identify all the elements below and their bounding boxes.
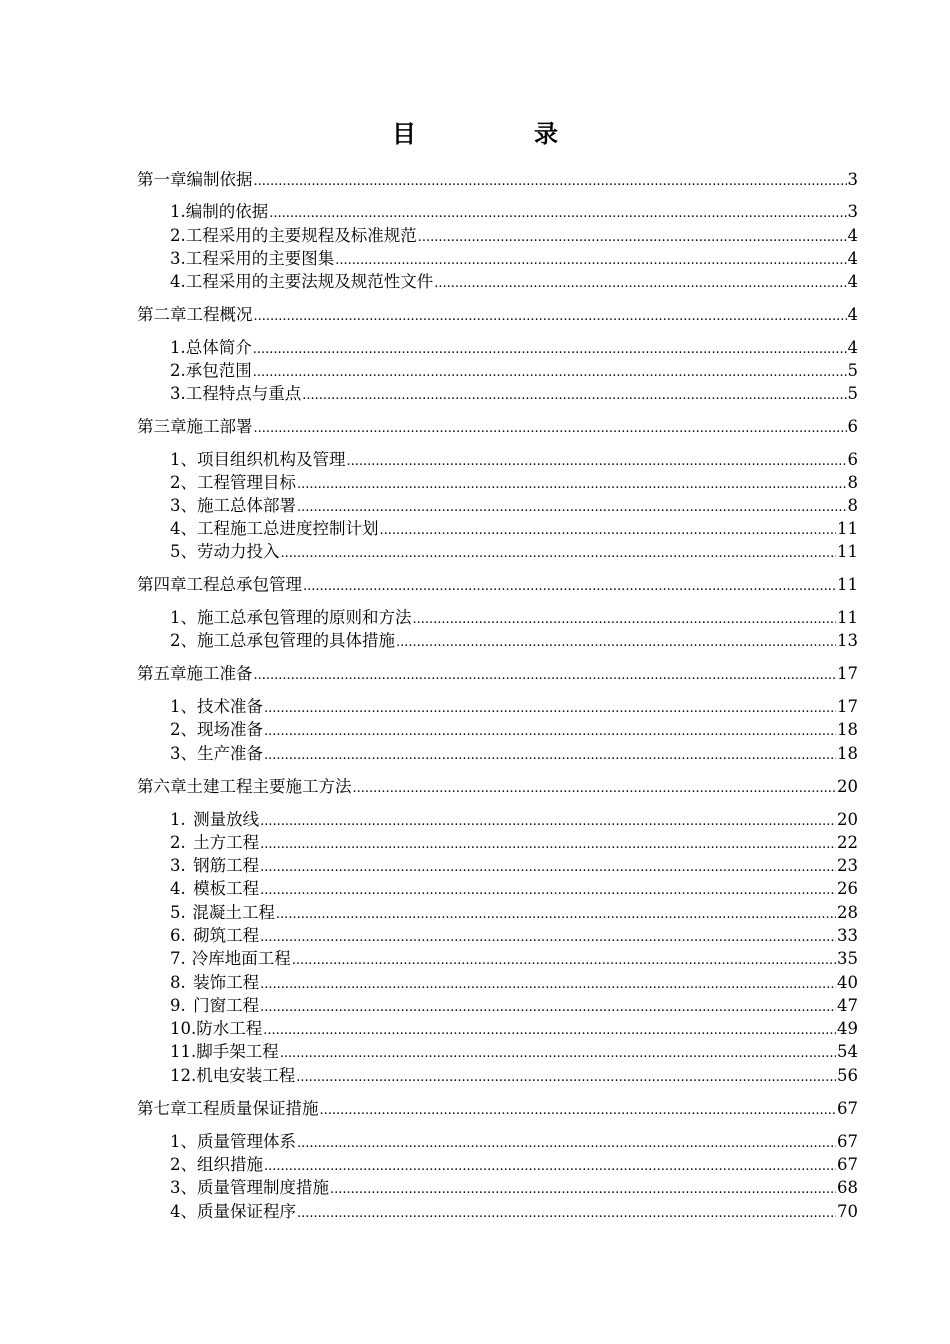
toc-section-entry[interactable] <box>170 901 858 925</box>
toc-page-number: 6 <box>847 417 858 436</box>
toc-page-number: 67 <box>837 1099 858 1118</box>
toc-dot-leader <box>281 542 837 566</box>
toc-entry-label: 承包范围 <box>185 361 252 380</box>
toc-dot-leader <box>434 272 846 296</box>
toc-entry-number: 1. <box>170 810 186 829</box>
toc-page-number: 40 <box>837 973 858 992</box>
toc-section-entry[interactable] <box>170 494 858 518</box>
toc-page-number: 4 <box>847 338 858 357</box>
toc-dot-leader <box>254 305 847 329</box>
toc-page-number: 4 <box>847 249 858 268</box>
toc-entry-label: 施工部署 <box>186 417 253 436</box>
toc-page-number: 13 <box>837 631 858 650</box>
toc-entry-label: 生产准备 <box>197 744 263 763</box>
toc-section-entry[interactable] <box>170 270 858 294</box>
toc-section-entry[interactable] <box>170 382 858 406</box>
toc-entry-number: 4. <box>170 879 186 898</box>
toc-entry-label: 组织措施 <box>197 1155 263 1174</box>
toc-page-number: 11 <box>837 608 858 627</box>
toc-entry-label: 土建工程主要施工方法 <box>186 777 352 796</box>
toc-page-number: 18 <box>837 720 858 739</box>
toc-entry-number: 第七章 <box>137 1099 187 1118</box>
toc-entry-number: 4、 <box>170 1202 197 1221</box>
toc-entry-label: 工程采用的主要规程及标准规范 <box>185 226 417 245</box>
toc-section-entry[interactable] <box>170 1017 858 1041</box>
toc-entry-label: 门窗工程 <box>193 996 260 1015</box>
toc-entry-label: 技术准备 <box>197 697 263 716</box>
toc-entry-label: 施工准备 <box>186 664 253 683</box>
toc-section-entry[interactable] <box>170 877 858 901</box>
toc-entry-number: 1、 <box>170 450 197 469</box>
toc-section-entry[interactable] <box>170 1130 858 1154</box>
toc-section-entry[interactable] <box>170 742 858 766</box>
toc-dot-leader <box>280 1042 836 1066</box>
toc-chapter-entry[interactable] <box>137 168 858 192</box>
toc-entry-label: 装饰工程 <box>193 973 260 992</box>
toc-entry-label: 防水工程 <box>196 1019 263 1038</box>
toc-page-number: 70 <box>837 1202 858 1221</box>
toc-page-number: 22 <box>837 833 858 852</box>
toc-entry-number: 8. <box>170 973 186 992</box>
toc-page-number: 4 <box>847 226 858 245</box>
toc-page-number: 56 <box>837 1066 858 1085</box>
toc-entry-number: 5. <box>170 903 186 922</box>
toc-entry-number: 7. <box>170 949 186 968</box>
toc-entry-label: 模板工程 <box>193 879 260 898</box>
toc-page-number: 67 <box>837 1155 858 1174</box>
toc-dot-leader <box>396 631 836 655</box>
toc-entry-label: 工程施工总进度控制计划 <box>197 519 379 538</box>
toc-page-number: 33 <box>837 926 858 945</box>
toc-page-number: 11 <box>837 542 858 561</box>
toc-section-entry[interactable] <box>170 471 858 495</box>
toc-chapter-entry[interactable] <box>137 573 858 597</box>
toc-page-number: 3 <box>847 202 858 221</box>
toc-page-number: 26 <box>837 879 858 898</box>
toc-page-number: 11 <box>837 519 858 538</box>
toc-entry-label: 现场准备 <box>197 720 263 739</box>
toc-section-entry[interactable] <box>170 1040 858 1064</box>
toc-page-number: 17 <box>837 664 858 683</box>
toc-page-number: 4 <box>847 272 858 291</box>
toc-dot-leader <box>296 1066 836 1090</box>
toc-dot-leader <box>330 1178 836 1202</box>
toc-page-number: 8 <box>847 496 858 515</box>
toc-entry-number: 4. <box>170 272 186 291</box>
toc-entry-label: 质量管理体系 <box>197 1132 296 1151</box>
toc-entry-number: 2、 <box>170 473 197 492</box>
toc-entry-label: 施工总承包管理的具体措施 <box>197 631 395 650</box>
toc-entry-number: 第四章 <box>137 575 187 594</box>
toc-dot-leader <box>297 1202 836 1226</box>
toc-entry-number: 6. <box>170 926 186 945</box>
toc-dot-leader <box>320 1099 837 1123</box>
toc-entry-number: 2、 <box>170 631 197 650</box>
toc-section-entry[interactable] <box>170 606 858 630</box>
toc-entry-number: 3、 <box>170 496 197 515</box>
toc-entry-number: 3. <box>170 856 186 875</box>
toc-entry-label: 工程特点与重点 <box>185 384 302 403</box>
toc-section-entry[interactable] <box>170 1200 858 1224</box>
toc-page-number: 35 <box>837 949 858 968</box>
toc-entry-number: 5、 <box>170 542 197 561</box>
toc-entry-label: 编制依据 <box>186 170 253 189</box>
toc-dot-leader <box>353 777 837 801</box>
toc-section-entry[interactable] <box>170 695 858 719</box>
toc-section-entry[interactable] <box>170 517 858 541</box>
toc-page-number: 3 <box>847 170 858 189</box>
toc-chapter-entry[interactable] <box>137 415 858 439</box>
toc-section-entry[interactable] <box>170 831 858 855</box>
toc-dot-leader <box>269 202 846 226</box>
toc-entry-label: 机电安装工程 <box>196 1066 296 1085</box>
toc-entry-label: 工程概况 <box>186 305 253 324</box>
toc-section-entry[interactable] <box>170 971 858 995</box>
toc-entry-label: 施工总承包管理的原则和方法 <box>197 608 412 627</box>
toc-entry-number: 1、 <box>170 1132 197 1151</box>
toc-dot-leader <box>254 417 847 441</box>
toc-entry-label: 质量管理制度措施 <box>197 1178 329 1197</box>
toc-dot-leader <box>264 744 836 768</box>
toc-dot-leader <box>260 879 836 903</box>
toc-page-number: 28 <box>837 903 858 922</box>
toc-entry-number: 2. <box>170 361 186 380</box>
toc-entry-number: 1、 <box>170 697 197 716</box>
toc-section-entry[interactable] <box>170 336 858 360</box>
toc-section-entry[interactable] <box>170 1176 858 1200</box>
toc-section-entry[interactable] <box>170 629 858 653</box>
toc-page-number: 5 <box>847 361 858 380</box>
toc-entry-label: 工程质量保证措施 <box>186 1099 319 1118</box>
toc-dot-leader <box>303 575 836 599</box>
toc-section-entry[interactable] <box>170 1064 858 1088</box>
toc-section-entry[interactable] <box>170 924 858 948</box>
toc-entry-label: 脚手架工程 <box>196 1042 279 1061</box>
toc-entry-label: 编制的依据 <box>185 202 269 221</box>
toc-dot-leader <box>254 664 837 688</box>
toc-section-entry[interactable] <box>170 1153 858 1177</box>
toc-dot-leader <box>264 720 836 744</box>
toc-dot-leader <box>254 170 847 194</box>
title-char-left: 目 <box>392 120 416 148</box>
toc-section-entry[interactable] <box>170 359 858 383</box>
toc-entry-label: 质量保证程序 <box>197 1202 296 1221</box>
toc-entry-label: 工程采用的主要图集 <box>185 249 335 268</box>
toc-entry-label: 施工总体部署 <box>197 496 296 515</box>
page-title <box>0 114 950 149</box>
toc-page-number: 67 <box>837 1132 858 1151</box>
toc-page-number: 18 <box>837 744 858 763</box>
toc-entry-label: 劳动力投入 <box>197 542 280 561</box>
toc-entry-label: 工程采用的主要法规及规范性文件 <box>185 272 434 291</box>
toc-entry-number: 12. <box>170 1066 197 1085</box>
toc-page-number: 49 <box>837 1019 858 1038</box>
toc-entry-number: 2. <box>170 833 186 852</box>
toc-entry-number: 第二章 <box>137 305 187 324</box>
toc-entry-label: 测量放线 <box>193 810 260 829</box>
toc-section-entry[interactable] <box>170 947 858 971</box>
toc-chapter-entry[interactable] <box>137 1097 858 1121</box>
toc-entry-label: 混凝土工程 <box>192 903 275 922</box>
toc-page-number: 17 <box>837 697 858 716</box>
toc-page-number: 4 <box>847 305 858 324</box>
toc-entry-number: 第三章 <box>137 417 187 436</box>
toc-page-number: 8 <box>847 473 858 492</box>
toc-section-entry[interactable] <box>170 808 858 832</box>
toc-page-number: 11 <box>837 575 858 594</box>
toc-entry-number: 第一章 <box>137 170 187 189</box>
toc-entry-label: 砌筑工程 <box>193 926 260 945</box>
title-char-right: 录 <box>534 120 558 148</box>
toc-section-entry[interactable] <box>170 200 858 224</box>
toc-chapter-entry[interactable] <box>137 303 858 327</box>
toc-entry-number: 3. <box>170 384 186 403</box>
toc-section-entry[interactable] <box>170 448 858 472</box>
toc-entry-label: 工程管理目标 <box>197 473 296 492</box>
toc-page-number: 23 <box>837 856 858 875</box>
toc-entry-label: 钢筋工程 <box>193 856 260 875</box>
toc-dot-leader <box>302 384 846 408</box>
toc-entry-label: 项目组织机构及管理 <box>197 450 346 469</box>
toc-entry-label: 总体简介 <box>185 338 252 357</box>
toc-page-number: 20 <box>837 810 858 829</box>
toc-section-entry[interactable] <box>170 247 858 271</box>
toc-page-number: 6 <box>847 450 858 469</box>
toc-section-entry[interactable] <box>170 718 858 742</box>
toc-entry-number: 2. <box>170 226 186 245</box>
toc-entry-number: 4、 <box>170 519 197 538</box>
toc-entry-number: 3、 <box>170 1178 197 1197</box>
toc-entry-label: 土方工程 <box>193 833 260 852</box>
toc-entry-number: 9. <box>170 996 186 1015</box>
toc-entry-number: 1. <box>170 338 186 357</box>
toc-dot-leader <box>292 949 836 973</box>
toc-page-number: 54 <box>837 1042 858 1061</box>
toc-page-number: 68 <box>837 1178 858 1197</box>
toc-chapter-entry[interactable] <box>137 662 858 686</box>
toc-entry-number: 3、 <box>170 744 197 763</box>
toc-chapter-entry[interactable] <box>137 775 858 799</box>
toc-page-number: 20 <box>837 777 858 796</box>
toc-entry-number: 第五章 <box>137 664 187 683</box>
toc-entry-number: 3. <box>170 249 186 268</box>
toc-section-entry[interactable] <box>170 224 858 248</box>
toc-page-number: 47 <box>837 996 858 1015</box>
toc-page-number: 5 <box>847 384 858 403</box>
toc-entry-number: 第六章 <box>137 777 187 796</box>
toc-section-entry[interactable] <box>170 854 858 878</box>
toc-entry-number: 2、 <box>170 1155 197 1174</box>
toc-entry-number: 10. <box>170 1019 197 1038</box>
toc-entry-label: 工程总承包管理 <box>186 575 302 594</box>
toc-section-entry[interactable] <box>170 540 858 564</box>
toc-entry-number: 2、 <box>170 720 197 739</box>
toc-entry-number: 11. <box>170 1042 197 1061</box>
toc-section-entry[interactable] <box>170 994 858 1018</box>
toc-entry-number: 1、 <box>170 608 197 627</box>
toc-entry-number: 1. <box>170 202 186 221</box>
toc-entry-label: 冷库地面工程 <box>191 949 291 968</box>
